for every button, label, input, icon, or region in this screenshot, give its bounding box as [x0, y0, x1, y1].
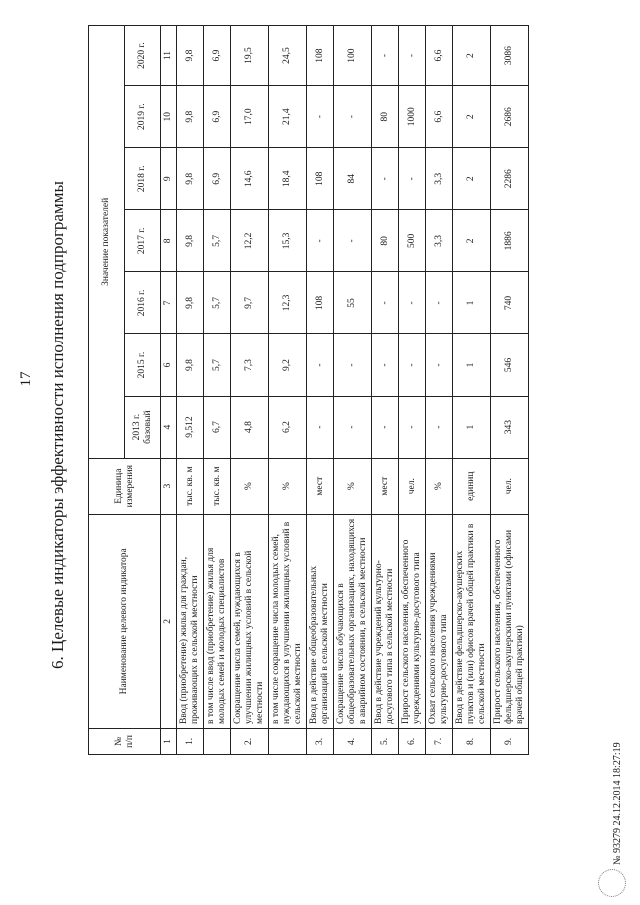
value-2020: 19,5 [231, 26, 269, 86]
header-num: № п/п [89, 728, 161, 754]
table-row [307, 26, 334, 755]
indicator-name: Сокращение числа семей, нуждающихся в улучшении жилищных условий в сельской местности [231, 514, 269, 728]
value-2016: 5,7 [204, 272, 231, 334]
value-2013: 9,512 [177, 396, 204, 458]
row-number [204, 728, 231, 754]
value-2013: - [334, 396, 372, 458]
unit: мест [307, 458, 334, 514]
value-2015: 1 [453, 334, 491, 396]
column-number: 7 [161, 272, 177, 334]
header-year: 2017 г. [125, 210, 161, 272]
value-2018: 2 [453, 148, 491, 210]
column-number: 1 [161, 728, 177, 754]
indicator-name: Ввод (приобретение) жилья для граждан, проживающих в сельской местности [177, 514, 204, 728]
unit: % [334, 458, 372, 514]
value-2015: 9,8 [177, 334, 204, 396]
indicator-name: Прирост сельского населения, обеспеченного фельдшерско-акушерскими пунктами (офисами врачей общей практики) [491, 514, 529, 728]
value-2017: 2 [453, 210, 491, 272]
unit: единиц [453, 458, 491, 514]
unit: тыс. кв. м [177, 458, 204, 514]
header-year: 2015 г. [125, 334, 161, 396]
table-row [426, 26, 453, 755]
row-number: 8. [453, 728, 491, 754]
value-2013: 6,2 [269, 396, 307, 458]
value-2018: 18,4 [269, 148, 307, 210]
row-number: 9. [491, 728, 529, 754]
value-2016: 740 [491, 272, 529, 334]
table-row [334, 26, 372, 755]
value-2015: - [426, 334, 453, 396]
column-number: 4 [161, 396, 177, 458]
value-2015: - [307, 334, 334, 396]
value-2019: 2 [453, 86, 491, 148]
indicator-name: Прирост сельского населения, обеспеченного учреждениями культурно-досугового типа [399, 514, 426, 728]
value-2018: 6,9 [204, 148, 231, 210]
value-2019: - [307, 86, 334, 148]
indicator-name: Ввод в действие фельдшерско-акушерских пунктов и (или) офисов врачей общей практики в сельской местности [453, 514, 491, 728]
value-2020: 6,9 [204, 26, 231, 86]
value-2019: 6,6 [426, 86, 453, 148]
value-2018: 108 [307, 148, 334, 210]
table-row [269, 26, 307, 755]
column-number: 6 [161, 334, 177, 396]
value-2020: 9,8 [177, 26, 204, 86]
unit: тыс. кв. м [204, 458, 231, 514]
value-2013: 343 [491, 396, 529, 458]
value-2016: 55 [334, 272, 372, 334]
row-number: 1. [177, 728, 204, 754]
table-row [399, 26, 426, 755]
value-2015: - [372, 334, 399, 396]
value-2019: 21,4 [269, 86, 307, 148]
value-2017: 80 [372, 210, 399, 272]
value-2016: 9,7 [231, 272, 269, 334]
value-2017: 3,3 [426, 210, 453, 272]
value-2016: - [399, 272, 426, 334]
value-2015: - [334, 334, 372, 396]
row-number: 7. [426, 728, 453, 754]
value-2017: 1886 [491, 210, 529, 272]
indicators-table [88, 25, 529, 755]
value-2017: 500 [399, 210, 426, 272]
value-2019: 2686 [491, 86, 529, 148]
value-2018: 2286 [491, 148, 529, 210]
value-2016: 1 [453, 272, 491, 334]
value-2020: 100 [334, 26, 372, 86]
value-2020: - [399, 26, 426, 86]
value-2015: 9,2 [269, 334, 307, 396]
value-2016: 108 [307, 272, 334, 334]
value-2017: 5,7 [204, 210, 231, 272]
value-2018: 9,8 [177, 148, 204, 210]
row-number: 3. [307, 728, 334, 754]
unit: чел. [399, 458, 426, 514]
indicator-name: Ввод в действие общеобразовательных организаций в сельской местности [307, 514, 334, 728]
value-2018: 14,6 [231, 148, 269, 210]
value-2016: 9,8 [177, 272, 204, 334]
header-values-group: Значение показателей [89, 26, 125, 459]
row-number [269, 728, 307, 754]
value-2013: 6,7 [204, 396, 231, 458]
column-number: 10 [161, 86, 177, 148]
value-2015: 546 [491, 334, 529, 396]
value-2020: - [372, 26, 399, 86]
value-2017: 15,3 [269, 210, 307, 272]
indicator-name: в том числе ввод (приобретение) жилья для молодых семей и молодых специалистов [204, 514, 231, 728]
page-title: 6. Целевые индикаторы эффективности исполнения подпрограммы [48, 181, 67, 669]
value-2019: 9,8 [177, 86, 204, 148]
row-number: 2. [231, 728, 269, 754]
indicator-name: в том числе сокращение числа молодых семей, нуждающихся в улучшении жилищных условий в сельской местности [269, 514, 307, 728]
value-2018: 3,3 [426, 148, 453, 210]
value-2020: 3086 [491, 26, 529, 86]
indicator-name: Сокращение числа обучающихся в общеобразовательных организациях, находящихся в аварийном состоянии, в сельской местности [334, 514, 372, 728]
value-2019: - [334, 86, 372, 148]
value-2017: 9,8 [177, 210, 204, 272]
header-unit: Единица измерения [89, 458, 161, 514]
value-2020: 6,6 [426, 26, 453, 86]
seal-stamp [598, 869, 626, 897]
unit: % [269, 458, 307, 514]
value-2013: 4,8 [231, 396, 269, 458]
value-2013: - [426, 396, 453, 458]
document-footer: № 93279 24.12.2014 18:27:19 [612, 742, 623, 865]
row-number: 6. [399, 728, 426, 754]
value-2015: - [399, 334, 426, 396]
header-year: 2018 г. [125, 148, 161, 210]
header-year: 2019 г. [125, 86, 161, 148]
header-name: Наименование целевого индикатора [89, 514, 161, 728]
header-year: 2020 г. [125, 26, 161, 86]
indicator-name: Охват сельского населения учреждениями культурно-досугового типа [426, 514, 453, 728]
unit: % [426, 458, 453, 514]
indicator-name: Ввод в действие учреждений культурно-досугового типа в сельской местности [372, 514, 399, 728]
value-2013: 1 [453, 396, 491, 458]
unit: чел. [491, 458, 529, 514]
row-number: 4. [334, 728, 372, 754]
table-row [177, 26, 204, 755]
value-2013: - [399, 396, 426, 458]
value-2017: - [334, 210, 372, 272]
page-number: 17 [18, 371, 34, 387]
column-number: 2 [161, 514, 177, 728]
value-2020: 24,5 [269, 26, 307, 86]
value-2019: 80 [372, 86, 399, 148]
header-year: 2016 г. [125, 272, 161, 334]
column-number: 9 [161, 148, 177, 210]
value-2019: 6,9 [204, 86, 231, 148]
value-2017: - [307, 210, 334, 272]
table-row [491, 26, 529, 755]
value-2019: 17,0 [231, 86, 269, 148]
table-body [177, 26, 529, 755]
value-2013: - [307, 396, 334, 458]
column-number-row [161, 26, 177, 755]
table-row [453, 26, 491, 755]
header-year-base: 2013 г. базовый [125, 396, 161, 458]
value-2018: - [372, 148, 399, 210]
value-2020: 108 [307, 26, 334, 86]
table-row [372, 26, 399, 755]
unit: мест [372, 458, 399, 514]
value-2019: 1000 [399, 86, 426, 148]
value-2016: - [372, 272, 399, 334]
row-number: 5. [372, 728, 399, 754]
table-row [204, 26, 231, 755]
value-2016: 12,3 [269, 272, 307, 334]
value-2015: 5,7 [204, 334, 231, 396]
column-number: 3 [161, 458, 177, 514]
value-2015: 7,3 [231, 334, 269, 396]
value-2018: 84 [334, 148, 372, 210]
column-number: 11 [161, 26, 177, 86]
value-2016: - [426, 272, 453, 334]
value-2013: - [372, 396, 399, 458]
unit: % [231, 458, 269, 514]
value-2020: 2 [453, 26, 491, 86]
value-2017: 12,2 [231, 210, 269, 272]
value-2018: - [399, 148, 426, 210]
column-number: 8 [161, 210, 177, 272]
table-row [231, 26, 269, 755]
